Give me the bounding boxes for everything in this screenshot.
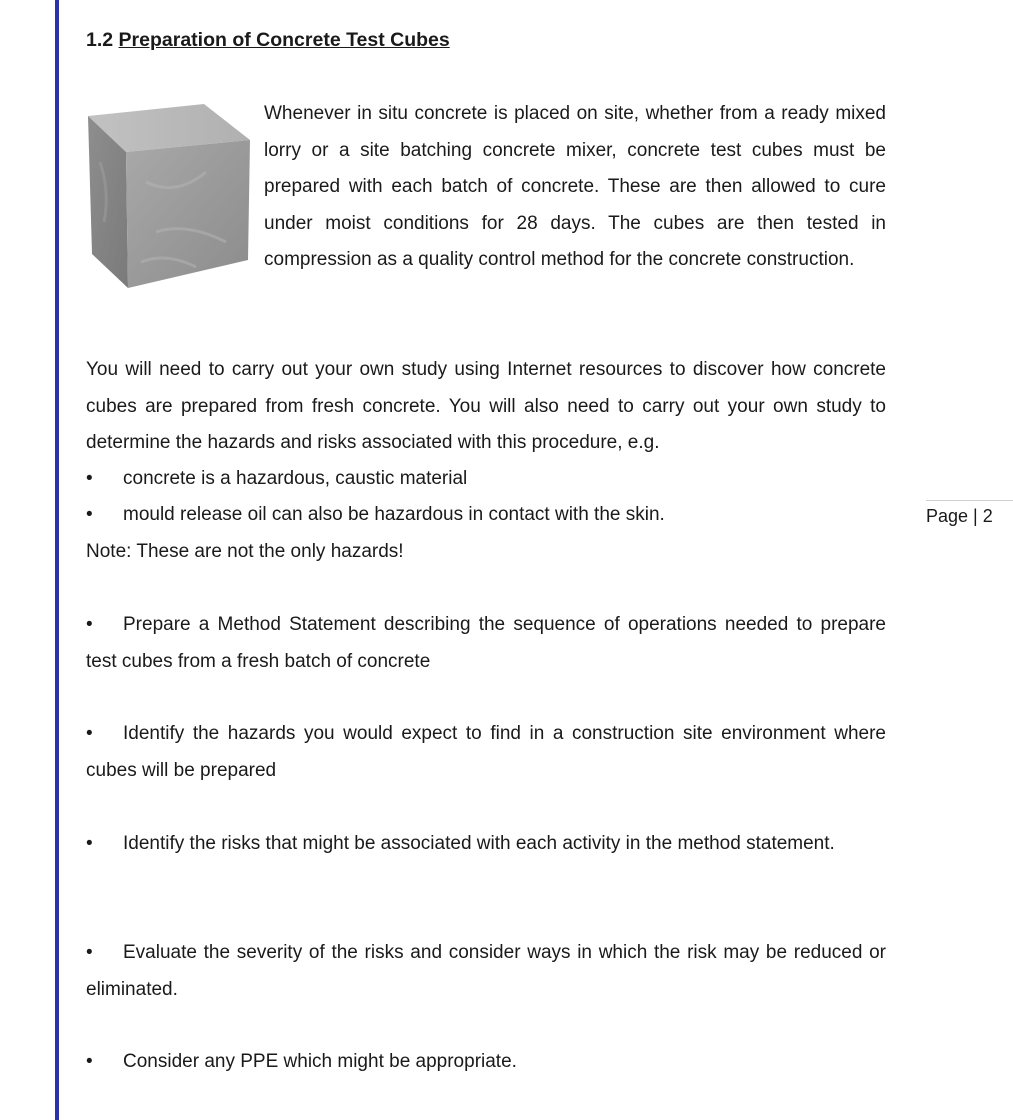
hazard-text: concrete is a hazardous, caustic material xyxy=(123,468,468,489)
task-item xyxy=(86,935,886,1008)
task-text: Prepare a Method Statement describing the sequence of operations needed to prepare test cubes from a fresh batch of concrete xyxy=(86,614,886,672)
section-title: Preparation of Concrete Test Cubes xyxy=(118,29,450,51)
bullet: • xyxy=(86,942,93,963)
intro-paragraph: Whenever in situ concrete is placed on site, whether from a ready mixed lorry or a site batching concrete mixer, concrete test cubes must be prepared with each batch of concrete. These are then allowed to cure under moist conditions for 28 days. The cubes are then tested in compression as a quality control method for the concrete construction. xyxy=(264,103,886,270)
task-item xyxy=(86,1044,886,1081)
bullet: • xyxy=(86,614,93,635)
task-text: Identify the risks that might be associated with each activity in the method statement. xyxy=(123,833,835,854)
bullet: • xyxy=(86,723,93,744)
task-text: Consider any PPE which might be appropriate. xyxy=(123,1051,517,1072)
left-margin-rule xyxy=(55,0,59,1120)
bullet: • xyxy=(86,468,93,489)
hazard-text: mould release oil can also be hazardous in contact with the skin. xyxy=(123,504,665,525)
task-item xyxy=(86,607,886,680)
task-text: Identify the hazards you would expect to find in a construction site environment where cubes will be prepared xyxy=(86,723,886,781)
task-text: Evaluate the severity of the risks and consider ways in which the risk may be reduced or eliminated. xyxy=(86,942,886,1000)
bullet: • xyxy=(86,1051,93,1072)
section-heading xyxy=(86,29,450,52)
study-paragraph: You will need to carry out your own study using Internet resources to discover how concrete cubes are prepared from fresh concrete. You will also need to carry out your own study to determine the hazards and risks associated with this procedure, e.g. xyxy=(86,359,886,453)
section-number: 1.2 xyxy=(86,29,114,51)
bullet: • xyxy=(86,504,93,525)
note-text: Note: These are not the only hazards! xyxy=(86,541,404,562)
task-item xyxy=(86,716,886,789)
note-line xyxy=(86,534,886,571)
bullet: • xyxy=(86,833,93,854)
task-item xyxy=(86,826,886,863)
concrete-cube-image xyxy=(86,102,252,290)
page-number: Page | 2 xyxy=(926,500,1013,529)
